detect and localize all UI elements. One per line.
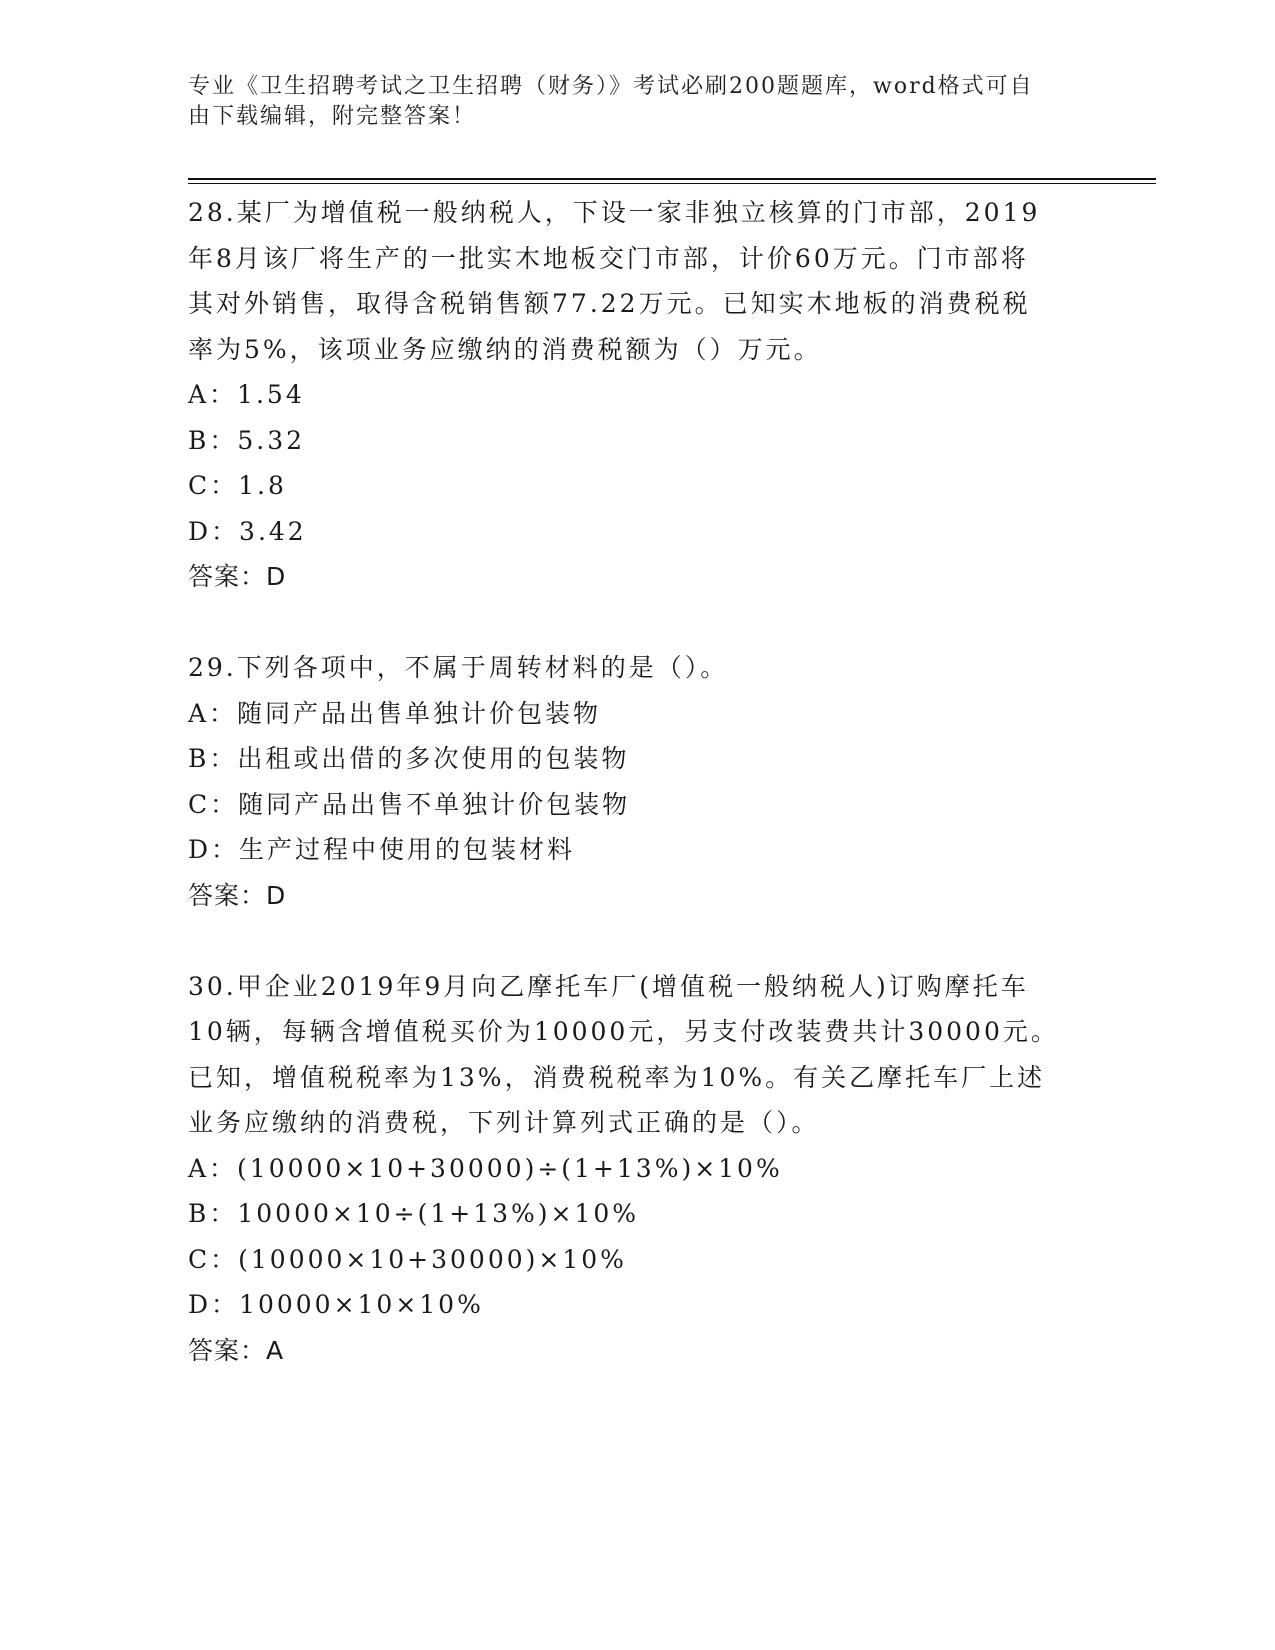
question-30: [188, 964, 1088, 1374]
option-b: B：出租或出借的多次使用的包装物: [188, 744, 630, 773]
option-a: A：(10000×10+30000)÷(1+13%)×10%: [188, 1153, 783, 1183]
option-a: A：随同产品出售单独计价包装物: [188, 698, 602, 728]
question-28: [188, 190, 1088, 600]
answer-line: 答案：A: [188, 1335, 285, 1365]
question-stem-line: 已知，增值税税率为13%，消费税税率为10%。有关乙摩托车厂上述: [188, 1062, 1046, 1092]
question-stem-line: 率为5%，该项业务应缴纳的消费税额为（）万元。: [188, 334, 822, 364]
question-stem-line: 年8月该厂将生产的一批实木地板交门市部，计价60万元。门市部将: [188, 243, 1029, 273]
option-c: C：随同产品出售不单独计价包装物: [188, 789, 631, 819]
option-c: C：(10000×10+30000)×10%: [188, 1244, 627, 1274]
question-29: [188, 645, 1088, 918]
option-c: C：1.8: [188, 471, 287, 500]
document-header: [188, 72, 1068, 132]
option-d: D：10000×10×10%: [188, 1290, 484, 1319]
question-stem-line: 业务应缴纳的消费税，下列计算列式正确的是（）。: [188, 1108, 820, 1137]
question-list: [188, 190, 1088, 1373]
option-b: B：5.32: [188, 425, 306, 455]
question-spacer: [188, 600, 1088, 646]
question-stem-line: 30.甲企业2019年9月向乙摩托车厂(增值税一般纳税人)订购摩托车: [188, 971, 1029, 1001]
answer-line: 答案：D: [188, 562, 287, 591]
option-b: B：10000×10÷(1+13%)×10%: [188, 1199, 640, 1228]
question-stem-line: 其对外销售，取得含税销售额77.22万元。已知实木地板的消费税税: [188, 289, 1031, 318]
option-a: A：1.54: [188, 380, 305, 409]
option-d: D：3.42: [188, 516, 307, 546]
question-spacer: [188, 918, 1088, 964]
question-stem-line: 29.下列各项中，不属于周转材料的是（）。: [188, 653, 729, 682]
header-divider-thin: [188, 183, 1156, 184]
answer-line: 答案：D: [188, 880, 287, 910]
header-line-1: 专业《卫生招聘考试之卫生招聘（财务）》考试必刷200题题库，word格式可自: [188, 74, 1034, 99]
header-divider-thick: [188, 178, 1156, 180]
question-stem-line: 10辆，每辆含增值税买价为10000元，另支付改装费共计30000元。: [188, 1017, 1059, 1046]
header-line-2: 由下载编辑，附完整答案！: [188, 104, 477, 129]
option-d: D：生产过程中使用的包装材料: [188, 835, 576, 864]
question-stem-line: 28.某厂为增值税一般纳税人，下设一家非独立核算的门市部，2019: [188, 198, 1041, 227]
